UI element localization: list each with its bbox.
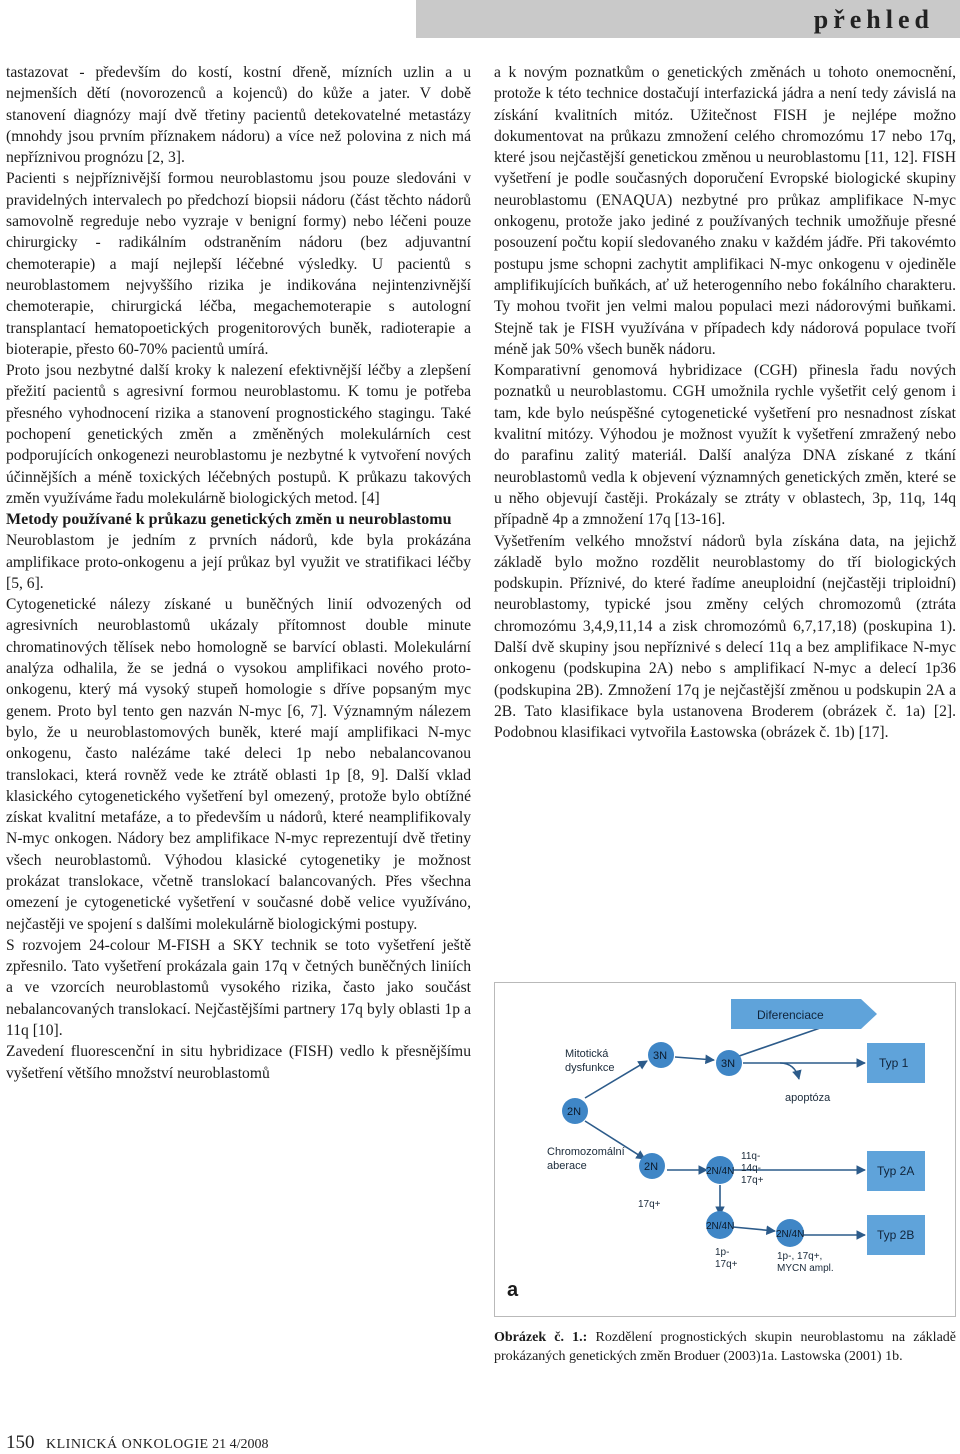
page-footer: [6, 1432, 268, 1454]
label-14q: 14q-: [741, 1163, 762, 1174]
paragraph: tastazovat - především do kostí, kostní dřeně, mízních uzlin a u nejmenších dětí (novorozenců a kojenců) do kůže a jater. V době stanovení diagnózy mají dvě třetiny pacientů detekovatelné metastázy (mnohdy jsou prvním příznakem nádoru) a více než polovina z nich má nepříznivou prognózu [2, 3].: [6, 64, 471, 167]
journal-volume: 21: [212, 1437, 227, 1452]
label-1p: 1p-: [715, 1247, 730, 1258]
chromosomal-aberration-line1: Chromozomální: [547, 1146, 625, 1158]
type1-label: Typ 1: [879, 1056, 909, 1070]
paragraph: a k novým poznatkům o genetických změnách u tohoto onemocnění, protože k této technice dostačují interfazická jádra a není tedy závislá na získání kvalitních mitóz. Užitečnost FISH je nejlépe možno dokumentovat na průkazu zmnožení celého chromozómu 17 nebo 17q, které jsou nejčastější genetickou změnou u neuroblastomu [11, 12]. FISH vyšetření je podle současných doporučení Evropské biologické skupiny neuroblastomu (ENAQUA) nezbytné pro průkaz amplifikace N-myc onkogenu, protože jako jediné z používaných technik umožňuje přesné posouzení počtu kopií sledovaného znaku v každém jádře. Při takovémto postupu jsme schopni zachytit amplifikaci N-myc onkogenu v ojediněle amplifikujících buňkách, ať už heterogenního nebo fokálního charakteru. Ty mohou tvořit jen velmi malou populaci mezi nádorovými buňkami. Stejně tak je FISH využívána v případech kdy nádorová populace tvoří méně jak 50% všech buněk nádoru.: [494, 64, 956, 358]
label-mycn-line1: 1p-, 17q+,: [777, 1251, 823, 1262]
label-17q: 17q+: [638, 1199, 661, 1210]
type2b-label: Typ 2B: [877, 1228, 915, 1242]
figure-panel-label: a: [507, 1279, 519, 1301]
section-title: přehled: [416, 0, 960, 38]
label-mycn-line2: MYCN ampl.: [777, 1263, 834, 1274]
page-number: 150: [6, 1432, 35, 1453]
caption-title: Obrázek č. 1.:: [494, 1330, 588, 1345]
label-1p-17q: 17q+: [715, 1259, 738, 1270]
paragraph: Cytogenetické nálezy získané u buněčných linií odvozených od agresivních neuroblastomů ukázaly přítomnost double minute chromatinových tělísek nebo homologně se barvící oblasti. Molekulární analýza odhalila, že se jedná o vysokou amplifikaci nového proto-onkogenu, který má vysoký stupeň homologie s dříve popsaným myc genem. Proto byl tento gen nazván N-myc [6, 7]. Významným nálezem bylo, že u neuroblastomových buněk, které mají amplifikaci N-myc onkogenu, často nalézáme také deleci 1p nebo nebalancovanou translokaci, která rovněž vede ke ztrátě oblasti 1p [8, 9]. Další vklad klasického cytogenetického vyšetření byl omezený, protože bylo obtížné získat kvalitní metafáze, a to především u nádorů, které neamplifikovaly N-myc onkogen. Nádory bez amplifikace N-myc reprezentují dvě třetiny všech neuroblastomů. Výhodou klasické cytogenetiky je možnost prokázat translokace, včetně translokací balancovaných. Přes všechna omezení je cytogenetické vyšetření v současné době velice využíváno, nejčastěji ve spojení s dalšími molekulárně biologickými postupy.: [6, 596, 471, 933]
right-column: [494, 62, 956, 744]
arrow-2n4n-right: [733, 1227, 775, 1231]
paragraph: Vyšetřením velkého množství nádorů byla získána data, na jejichž základě bylo možno rozdělit neuroblastomy do tří biologických podskupin. Příznivé, do které řadíme aneuploidní (nejčastěji triploidní) neuroblastomy, typické jsou změny celých chromozomů (ztráta chromozómu 3,4,9,11,14 a zisk chromozómů 6,7,17,18) (poskupina 1). Další dvě skupiny jsou nepříznivé s delecí 11q a bez amplifikace N-myc onkogenu (podskupina 2A) nebo s amplifikací N-myc a delecí 1p36 (podskupina 2B). Zmnožení 17q je nejčastější změnou u podskupin 2A a 2B. Tato klasifikace byla ustanovena Broderem (obrázek č. 1a) [2]. Podobnou klasifikaci vytvořila Łastowska (obrázek č. 1b) [17].: [494, 532, 956, 742]
paragraph: Komparativní genomová hybridizace (CGH) přinesla řadu nových poznatků u neuroblastomu. CGH umožnila rychle vyšetřit celý genom i tam, kde bylo neúspěšné cytogenetické vyšetření pro nesnadnost získat kvalitní mitózy. Výhodou je možnost využít k vyšetření zmražený nebo do parafinu zalitý materiál. Další analýza DNA získané z tkání neuroblastomů vedla k objevení významných genetických změn, které se u něho objevují častěji. Prokázaly se ztráty v oblastech, 3p, 11q, 14q případně 4p a zmnožení 17q [13-16].: [494, 362, 956, 529]
label-11q: 11q-: [741, 1151, 761, 1162]
caption-text: Rozdělení prognostických skupin neuroblastomu na základě prokázaných genetických změn Broduer (2003)1a. Lastowska (2001) 1b.: [494, 1330, 956, 1364]
node-2n4n-mid-label: 2N/4N: [706, 1166, 735, 1177]
left-column: [6, 62, 471, 1084]
paragraph: Neuroblastom je jedním z prvních nádorů, kde byla prokázána amplifikace proto-onkogenu a její průkaz byl využit ve stratifikaci léčby [5, 6].: [6, 532, 471, 592]
differentiation-label: Diferenciace: [757, 1008, 824, 1022]
mitotic-dysfunction-line2: dysfunkce: [565, 1062, 615, 1074]
journal-issue: 4/2008: [229, 1437, 269, 1452]
arrow-3n-to-3n: [675, 1057, 714, 1060]
paragraph: Proto jsou nezbytné další kroky k nalezení efektivnější léčby a zlepšení přežití pacientů s agresivní formou neuroblastomu. K tomu je potřeba přesného vyhodnocení rizika a stanovení prognostického stagingu. Také pochopení genetických změn a změněných molekulárních cest podporujících onkogenezi neuroblastomu je nezbytné k vytvoření nových účinnějších a méně toxických léčebných postupů. K průkazu takových změn využíváme řadu molekulárně biologických metod. [4]: [6, 362, 471, 507]
type2a-label: Typ 2A: [877, 1164, 915, 1178]
paragraph: Zavedení fluorescenční in situ hybridizace (FISH) vedlo k přesnějšímu vyšetření většího množství neuroblastomů: [6, 1043, 471, 1082]
node-2n-top-label: 2N: [567, 1106, 582, 1118]
apoptosis-label: apoptóza: [785, 1092, 831, 1104]
figure-caption: [494, 1328, 956, 1366]
figure-diagram: [494, 982, 956, 1317]
differentiation-arrowhead: [861, 999, 877, 1029]
node-2n-mid-label: 2N: [644, 1161, 659, 1173]
node-2n4n-bottom-label: 2N/4N: [776, 1229, 805, 1240]
node-2n4n-low-label: 2N/4N: [706, 1221, 735, 1232]
section-heading: Metody používané k průkazu genetických změn u neuroblastomu: [6, 511, 452, 529]
label-17q-plus: 17q+: [741, 1175, 764, 1186]
chromosomal-aberration-line2: aberace: [547, 1160, 587, 1172]
mitotic-dysfunction-line1: Mitotická: [565, 1048, 609, 1060]
diagram-svg: [495, 983, 955, 1316]
arrow-to-apoptosis: [780, 1063, 799, 1079]
paragraph: S rozvojem 24-colour M-FISH a SKY technik se toto vyšetření ještě zpřesnilo. Tato vyšetření prokázala gain 17q v četných buněčných liniích a ve vzorcích neuroblastomů vysokého rizika, často jako součást nebalancovaných translokací. Nejčastějšími partnery 17q byly oblasti 1p a 11q [10].: [6, 936, 471, 1040]
node-3n-b-label: 3N: [721, 1058, 736, 1070]
journal-name: KLINICKÁ ONKOLOGIE: [46, 1437, 209, 1452]
node-3n-a-label: 3N: [653, 1050, 668, 1062]
paragraph: Pacienti s nejpříznivější formou neuroblastomu jsou pouze sledováni v pravidelných intervalech po předchozí biopsii nádoru (část těchto nádorů samovolně regreduje nebo vyzraje v benigní formy) nebo léčeni pouze chirurgicky - radikálním odstraněním nádoru (bez adjuvantní chemoterapie) a mají nejlepší léčebné výsledky. U pacientů s neuroblastomem nejvyššího rizika je indikována nejintenzivnější chemoterapie, chirurgická léčba, megachemoterapie s autologní transplantací hematopoetických progenitorových buněk, radioterapie a bioterapie, přesto 60-70% pacientů umírá.: [6, 170, 471, 358]
